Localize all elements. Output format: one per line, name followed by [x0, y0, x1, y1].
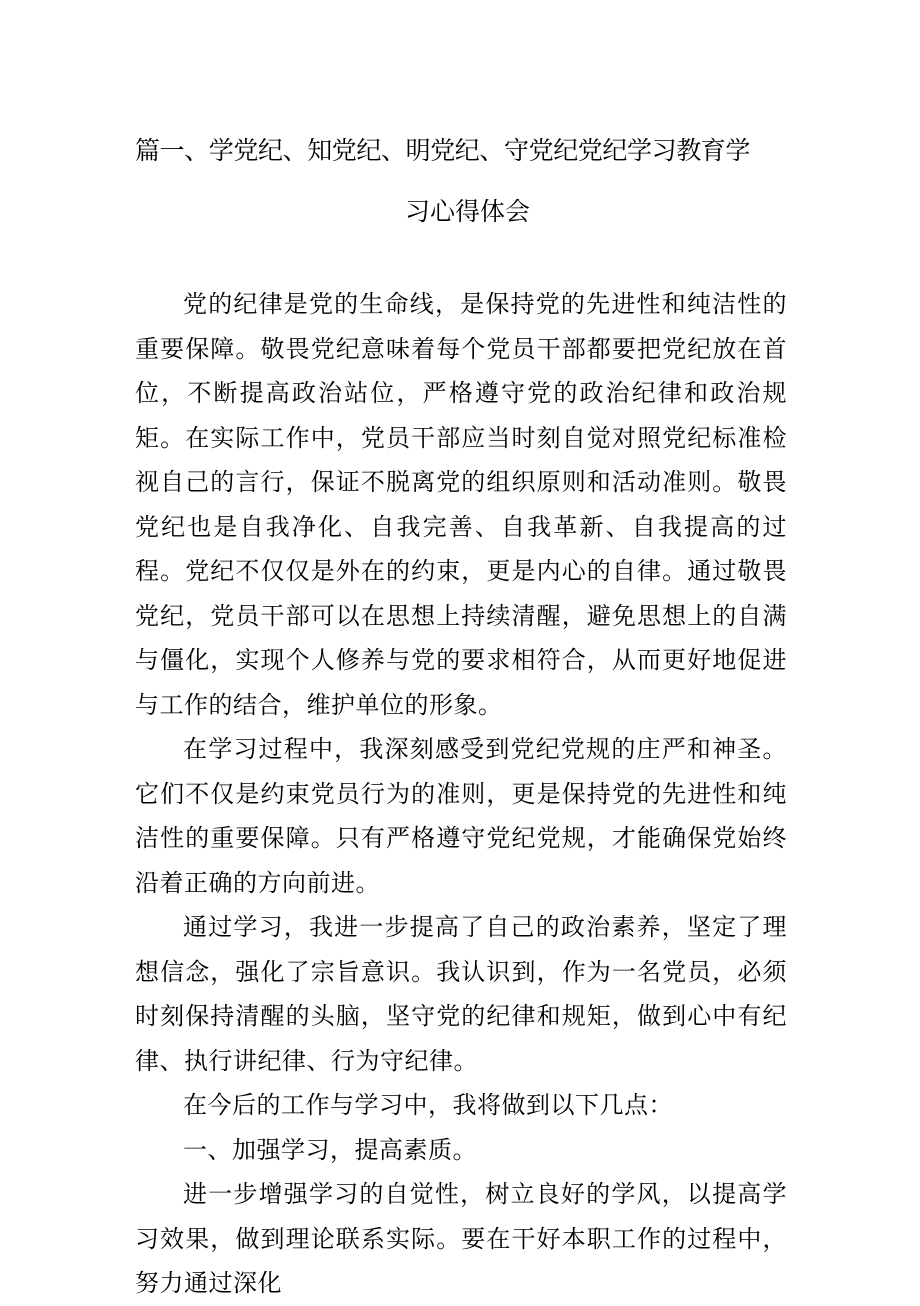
body-paragraph-1: 党的纪律是党的生命线，是保持党的先进性和纯洁性的重要保障。敬畏党纪意味着每个党员干部都要把党纪放在首位，不断提高政治站位，严格遵守党的政治纪律和政治规矩。在实际工作中，党员干部应当时刻自觉对照党纪标准检视自己的言行，保证不脱离党的组织原则和活动准则。敬畏党纪也是自我净化、自我完善、自我革新、自我提高的过程。党纪不仅仅是外在的约束，更是内心的自律。通过敬畏党纪，党员干部可以在思想上持续清醒，避免思想上的自满与僵化，实现个人修养与党的要求相符合，从而更好地促进与工作的结合，维护单位的形象。 — [135, 290, 787, 719]
body-paragraph-3: 通过学习，我进一步提高了自己的政治素养，坚定了理想信念，强化了宗旨意识。我认识到，作为一名党员，必须时刻保持清醒的头脑，坚守党的纪律和规矩，做到心中有纪律、执行讲纪律、行为守纪律。 — [135, 913, 787, 1075]
document-title-line-2: 习心得体会 — [405, 197, 531, 226]
document-body — [135, 282, 787, 1306]
body-paragraph-4: 在今后的工作与学习中，我将做到以下几点： — [183, 1091, 673, 1119]
body-paragraph-5: 一、加强学习，提高素质。 — [183, 1135, 477, 1164]
body-paragraph-6: 进一步增强学习的自觉性，树立良好的学风，以提高学习效果，做到理论联系实际。要在干好本职工作的过程中，努力通过深化 — [135, 1180, 787, 1297]
body-paragraph-2: 在学习过程中，我深刻感受到党纪党规的庄严和神圣。它们不仅是约束党员行为的准则，更是保持党的先进性和纯洁性的重要保障。只有严格遵守党纪党规，才能确保党始终沿着正确的方向前进。 — [135, 735, 787, 897]
document-title-line-1: 篇一、学党纪、知党纪、明党纪、守党纪党纪学习教育学 — [135, 136, 751, 165]
